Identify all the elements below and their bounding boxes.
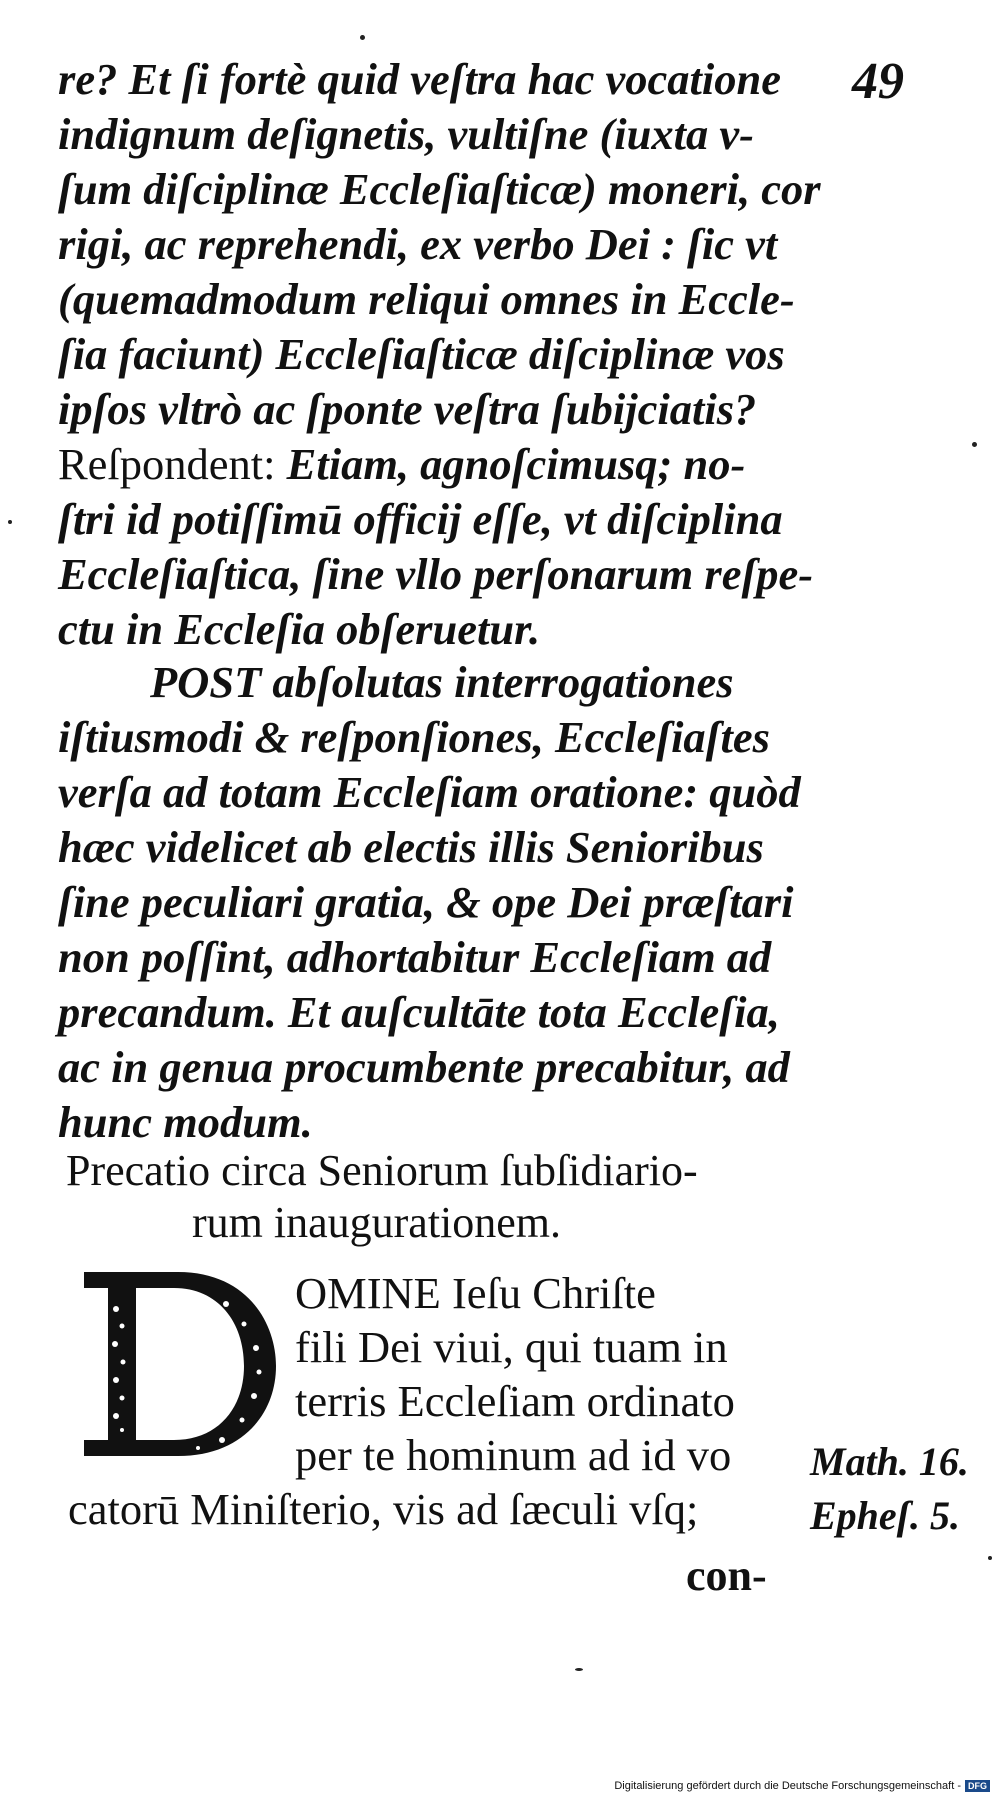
text-line: ſtri id potiſſimū officij eſſe, vt diſciplina xyxy=(58,494,783,544)
ink-speck xyxy=(360,35,365,40)
text-line: iſtiusmodi & reſponſiones, Eccleſiaſtes xyxy=(58,712,770,762)
ink-speck xyxy=(575,1668,583,1671)
opening-paragraph xyxy=(58,52,821,657)
dfg-logo: DFG xyxy=(965,1780,990,1792)
text-line: precandum. Et auſcultāte tota Eccleſia, xyxy=(58,987,780,1037)
text-line: fili Dei viui, qui tuam in xyxy=(295,1322,728,1372)
response-text: Etiam, agnoſcimusq; no- xyxy=(275,439,746,489)
footer-text: Digitalisierung gefördert durch die Deutsche Forschungsgemeinschaft - xyxy=(614,1780,961,1792)
text-line: ctu in Eccleſia obſeruetur. xyxy=(58,604,541,654)
prayer-heading xyxy=(66,1145,806,1249)
text-line: verſa ad totam Eccleſiam oratione: quòd xyxy=(58,767,801,817)
text-line: POST abſolutas interrogationes xyxy=(150,657,734,707)
text-line: ſine peculiari gratia, & ope Dei præſtari xyxy=(58,877,794,927)
margin-note: Epheſ. 5. xyxy=(810,1493,960,1538)
text-line: OMINE Ieſu Chriſte xyxy=(295,1268,656,1318)
text-line: per te hominum ad id vo xyxy=(295,1430,732,1480)
heading-line: rum inaugurationem. xyxy=(192,1198,562,1247)
text-line: ac in genua procumbente precabitur, ad xyxy=(58,1042,790,1092)
text-line: non poſſint, adhortabitur Eccleſiam ad xyxy=(58,932,772,982)
ink-speck xyxy=(8,520,12,524)
text-line: indignum deſignetis, vultiſne (iuxta v- xyxy=(58,109,754,159)
text-line: ſia faciunt) Eccleſiaſticæ diſciplinæ vos xyxy=(58,329,785,379)
text-line: ſum diſciplinæ Eccleſiaſticæ) moneri, cor xyxy=(58,164,821,214)
digitization-footer xyxy=(614,1780,990,1792)
text-line: (quemadmodum reliqui omnes in Eccle- xyxy=(58,274,795,324)
margin-note: Math. 16. xyxy=(810,1439,969,1484)
text-line: rigi, ac reprehendi, ex verbo Dei : ſic vt xyxy=(58,219,778,269)
ink-speck xyxy=(988,1556,992,1560)
text-line: re? Et ſi fortè quid veſtra hac vocatione xyxy=(58,54,782,104)
response-label: Reſpondent: xyxy=(58,439,276,489)
text-line: catorū Miniſterio, vis ad ſæculi vſq; xyxy=(68,1484,699,1534)
text-line: terris Eccleſiam ordinato xyxy=(295,1376,735,1426)
text-line: ipſos vltrò ac ſponte veſtra ſubijciatis? xyxy=(58,384,757,434)
heading-line: Precatio circa Seniorum ſubſidiario- xyxy=(66,1146,698,1195)
text-line: Eccleſiaſtica, ſine vllo perſonarum reſpe- xyxy=(58,549,814,599)
page-number: 49 xyxy=(852,53,904,110)
text-line: hæc videlicet ab electis illis Senioribus xyxy=(58,822,764,872)
text-line: hunc modum. xyxy=(58,1097,313,1147)
response-line xyxy=(58,437,798,492)
catchword: con- xyxy=(686,1551,767,1600)
prayer-text xyxy=(0,1266,800,1536)
ink-speck xyxy=(972,442,977,447)
post-paragraph xyxy=(58,655,801,1150)
